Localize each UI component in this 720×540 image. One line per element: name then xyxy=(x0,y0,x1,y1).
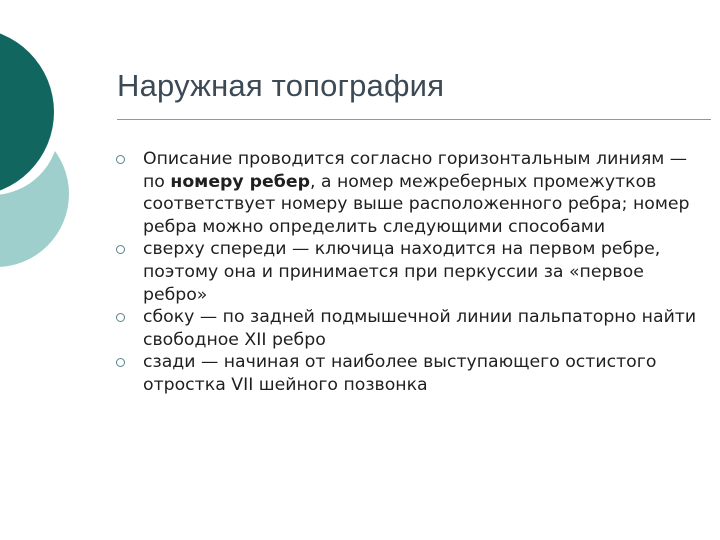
hollow-circle-bullet-icon xyxy=(116,155,125,164)
bullet-item xyxy=(116,148,702,238)
bullet-item xyxy=(116,351,702,396)
slide-title: Наружная топография xyxy=(117,68,445,103)
hollow-circle-bullet-icon xyxy=(116,358,125,367)
bullet-text: сзади — начиная от наиболее выступающего остистого отростка VII шейного позвонка xyxy=(143,352,657,395)
bullet-item xyxy=(116,238,702,306)
decorative-circles xyxy=(0,0,120,300)
bullet-list xyxy=(116,148,702,397)
hollow-circle-bullet-icon xyxy=(116,245,125,254)
bullet-bold-text: номеру ребер xyxy=(170,171,310,192)
title-underline xyxy=(117,119,711,120)
bullet-text: Описание проводится согласно горизонтальным линиям — по xyxy=(143,149,688,192)
bullet-text: , а номер межреберных промежутков соответствует номеру выше расположенного ребра; номер ребра можно определить следующими способами xyxy=(143,171,690,237)
hollow-circle-bullet-icon xyxy=(116,313,125,322)
bullet-text: сбоку — по задней подмышечной линии пальпаторно найти свободное XII ребро xyxy=(143,307,697,350)
bullet-item xyxy=(116,306,702,351)
bullet-text: сверху спереди — ключица находится на первом ребре, поэтому она и принимается при перкуссии за «первое ребро» xyxy=(143,239,661,305)
